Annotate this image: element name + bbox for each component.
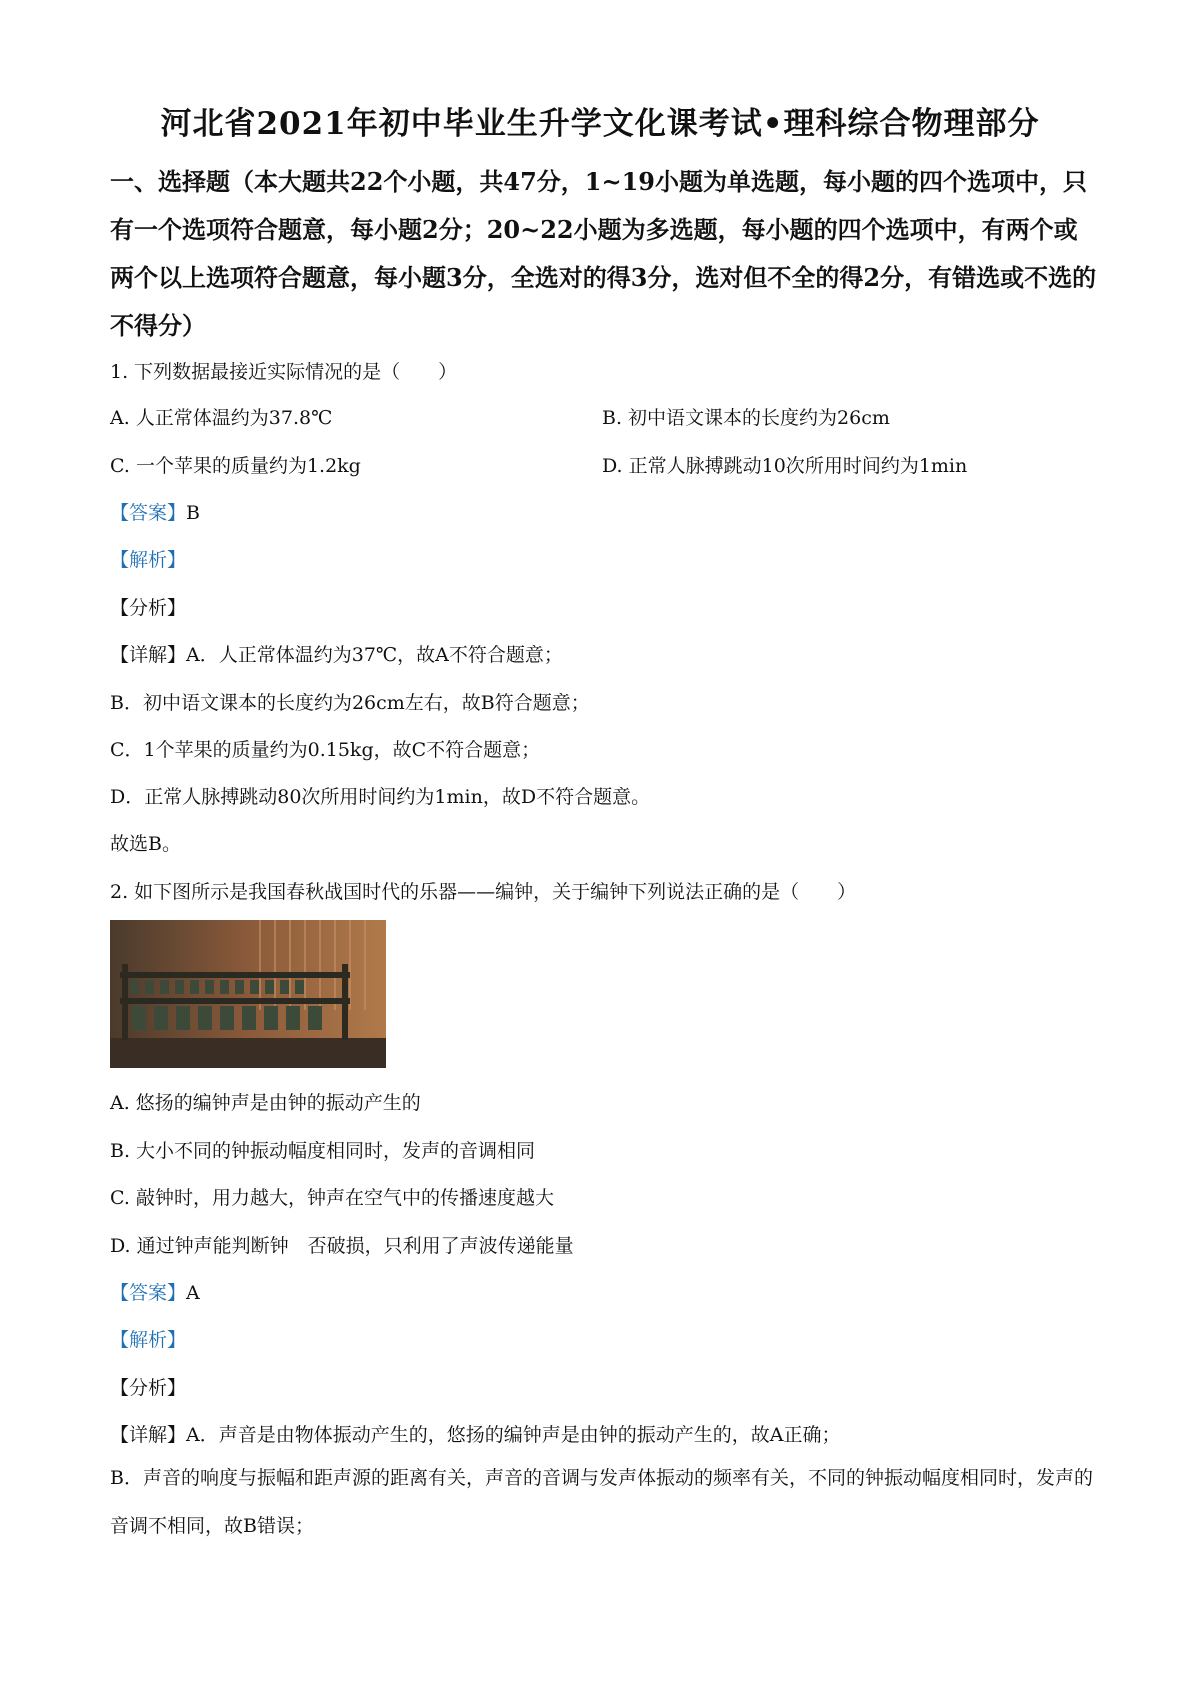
answer-value: B bbox=[186, 502, 200, 524]
q2-analysis-tag: 【解析】 bbox=[110, 1329, 187, 1351]
q1-analysis-tag: 【解析】 bbox=[110, 549, 187, 571]
q1-detail-d: D．正常人脉搏跳动80次所用时间约为1min，故D不符合题意。 bbox=[110, 786, 651, 808]
detail-tag: 【详解】 bbox=[110, 644, 187, 666]
answer-value: A bbox=[186, 1282, 200, 1304]
answer-tag: 【答案】 bbox=[110, 1282, 187, 1304]
q2-detail-a bbox=[110, 1420, 840, 1447]
question-1-stem: 1. 下列数据最接近实际情况的是（ ） bbox=[110, 361, 458, 383]
q1-conclusion: 故选B。 bbox=[110, 833, 181, 855]
detail-tag: 【详解】 bbox=[110, 1424, 187, 1446]
q2-option-d: D. 通过钟声能判断钟 否破损，只利用了声波传递能量 bbox=[110, 1235, 574, 1257]
q2-detail-b: B．声音的响度与振幅和距声源的距离有关，声音的音调与发声体振动的频率有关，不同的钟振动幅度相同时，发声的音调不相同，故B错误； bbox=[110, 1467, 1093, 1537]
q1-fenxi-tag: 【分析】 bbox=[110, 597, 187, 619]
q1-detail-c: C．1个苹果的质量约为0.15kg，故C不符合题意； bbox=[110, 739, 541, 761]
q1-option-b: B. 初中语文课本的长度约为26cm bbox=[602, 407, 890, 429]
section-header: 一、选择题（本大题共22个小题，共47分，1~19小题为单选题，每小题的四个选项中，只有一个选项符合题意，每小题2分；20~22小题为多选题，每小题的四个选项中，有两个或两个以上选项符合题意，每小题3分，全选对的得3分，选对但不全的得2分，有错选或不选的不得分） bbox=[110, 167, 1097, 340]
q2-option-a: A. 悠扬的编钟声是由钟的振动产生的 bbox=[110, 1092, 421, 1114]
q1-option-a: A. 人正常体温约为37.8℃ bbox=[110, 407, 333, 429]
detail-text: A．人正常体温约为37℃，故A不符合题意； bbox=[186, 644, 563, 666]
question-2-stem: 2. 如下图所示是我国春秋战国时代的乐器——编钟，关于编钟下列说法正确的是（ ） bbox=[110, 881, 857, 903]
q1-option-d: D. 正常人脉搏跳动10次所用时间约为1min bbox=[602, 455, 968, 477]
answer-tag: 【答案】 bbox=[110, 502, 187, 524]
q1-detail-a bbox=[110, 640, 563, 667]
q1-detail-b: B．初中语文课本的长度约为26cm左右，故B符合题意； bbox=[110, 692, 590, 714]
q2-fenxi-tag: 【分析】 bbox=[110, 1377, 187, 1399]
q1-option-c: C. 一个苹果的质量约为1.2kg bbox=[110, 455, 361, 477]
q2-option-b: B. 大小不同的钟振动幅度相同时，发声的音调相同 bbox=[110, 1140, 536, 1162]
bianzhong-image bbox=[110, 920, 386, 1068]
bianzhong-photo bbox=[110, 920, 386, 1068]
q1-answer bbox=[110, 498, 200, 525]
q2-answer bbox=[110, 1278, 200, 1305]
q2-option-c: C. 敲钟时，用力越大，钟声在空气中的传播速度越大 bbox=[110, 1187, 554, 1209]
detail-text: A．声音是由物体振动产生的，悠扬的编钟声是由钟的振动产生的，故A正确； bbox=[186, 1424, 841, 1446]
page-title: 河北省2021年初中毕业生升学文化课考试•理科综合物理部分 bbox=[160, 106, 1040, 142]
